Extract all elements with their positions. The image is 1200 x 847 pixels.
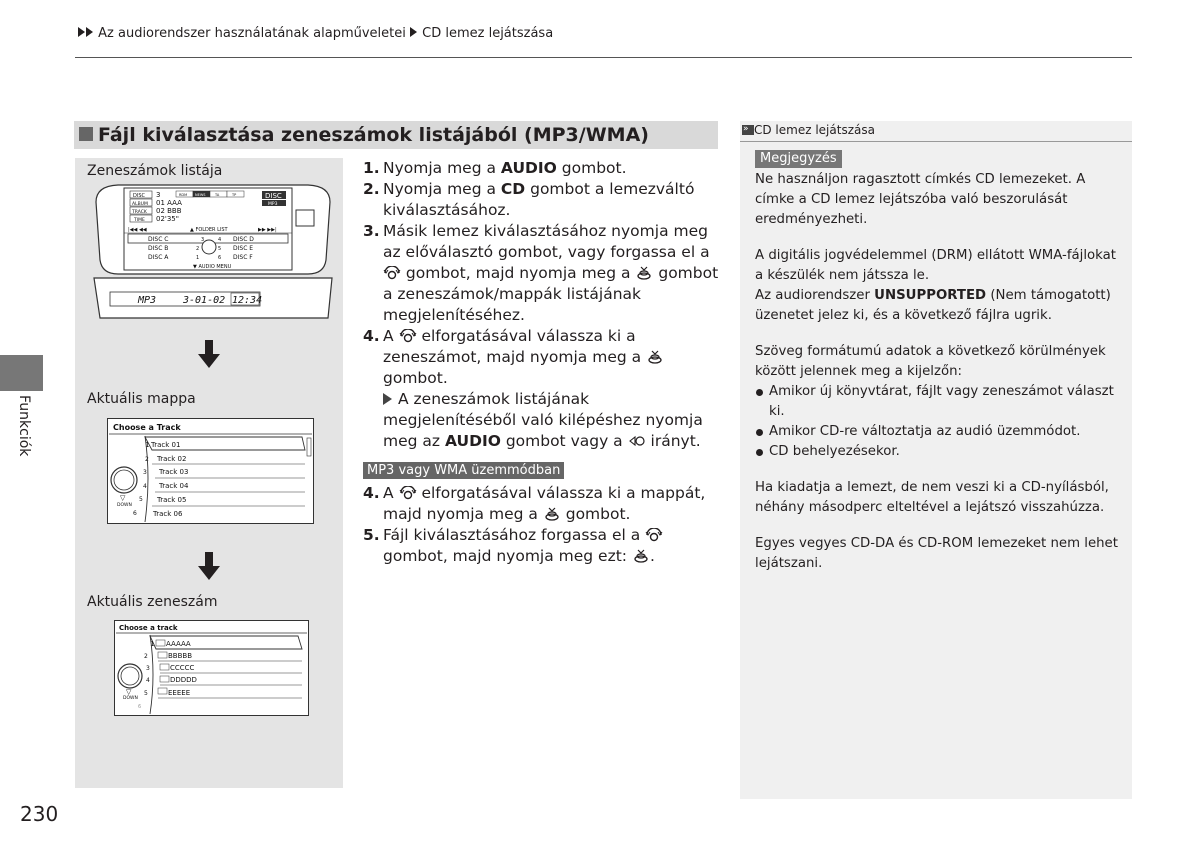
svg-text:DISC C: DISC C bbox=[148, 236, 169, 243]
svg-text:NEWS: NEWS bbox=[195, 193, 206, 197]
svg-text:3: 3 bbox=[143, 469, 147, 476]
folder-screen-illustration bbox=[107, 418, 314, 524]
note-p1: Ne használjon ragasztott címkés CD lemezeket. A címke a CD lemez lejátszóba való beszorulását eredményezheti. bbox=[755, 172, 1086, 227]
svg-text:DISC F: DISC F bbox=[233, 254, 253, 261]
page-number: 230 bbox=[20, 802, 59, 826]
svg-text:Track 04: Track 04 bbox=[159, 482, 189, 490]
push-knob-icon bbox=[543, 507, 561, 521]
svg-text:12:34: 12:34 bbox=[232, 295, 263, 306]
note-p5: Ha kiadatja a lemezt, de nem veszi ki a CD-nyílásból, néhány másodperc elteltével a lejátszó visszahúzza. bbox=[755, 480, 1109, 515]
svg-text:3: 3 bbox=[146, 665, 150, 672]
svg-text:4: 4 bbox=[143, 483, 147, 490]
svg-text:4: 4 bbox=[146, 677, 150, 684]
svg-text:DISC B: DISC B bbox=[148, 245, 169, 252]
svg-text:Track 05: Track 05 bbox=[157, 496, 187, 504]
track-key: TRACK bbox=[132, 210, 147, 215]
svg-text:MP3: MP3 bbox=[268, 202, 278, 207]
notes-body bbox=[755, 170, 1125, 590]
selector-knob-icon bbox=[383, 266, 401, 280]
push-knob-icon bbox=[632, 549, 650, 563]
breadcrumb-part2: CD lemez lejátszása bbox=[422, 26, 554, 41]
selector-knob-icon bbox=[399, 486, 417, 500]
svg-text:DISC A: DISC A bbox=[148, 254, 169, 261]
triangle-right-icon bbox=[86, 27, 93, 37]
step-1: 1. Nyomja meg a AUDIO gombot. bbox=[363, 159, 627, 177]
svg-text:3-01-02: 3-01-02 bbox=[183, 295, 226, 306]
svg-text:BBBBB: BBBBB bbox=[168, 652, 193, 660]
svg-text:▼ AUDIO MENU: ▼ AUDIO MENU bbox=[193, 264, 232, 270]
push-knob-icon bbox=[646, 350, 664, 364]
svg-text:5: 5 bbox=[139, 496, 143, 503]
svg-text:1: 1 bbox=[145, 441, 150, 449]
double-chevron-icon: » bbox=[742, 125, 754, 135]
svg-text:2: 2 bbox=[145, 456, 149, 463]
step-4-subnote: A zeneszámok listájának megjelenítéséből való kilépéshez nyomja meg az AUDIO gombot vagy a irányt. bbox=[383, 390, 703, 450]
svg-text:MP3: MP3 bbox=[138, 295, 157, 306]
svg-text:5: 5 bbox=[218, 246, 222, 252]
svg-text:AAAAA: AAAAA bbox=[166, 640, 191, 648]
left-direction-icon bbox=[628, 434, 646, 448]
svg-text:DOWN: DOWN bbox=[117, 503, 132, 508]
svg-text:Track 03: Track 03 bbox=[159, 468, 189, 476]
track-screen-illustration bbox=[114, 620, 309, 716]
svg-text:Track 01: Track 01 bbox=[151, 441, 181, 449]
step-mp3-4: 4. A elforgatásával válassza ki a mappát, majd nyomja meg a gombot. bbox=[363, 484, 706, 523]
instruction-steps bbox=[363, 158, 721, 567]
svg-text:Choose a track: Choose a track bbox=[119, 624, 178, 632]
step-3: 3. Másik lemez kiválasztásához nyomja meg az előválasztó gombot, vagy forgassa el a gombot, majd nyomja meg a gombot a zeneszámok/mappák listájának megjelenítéséhez. bbox=[363, 222, 719, 324]
svg-text:6: 6 bbox=[218, 255, 222, 261]
svg-text:Track 02: Track 02 bbox=[157, 455, 187, 463]
label-track-list: Zeneszámok listája bbox=[87, 163, 223, 179]
time-key: TIME bbox=[134, 218, 145, 223]
svg-text:DISC: DISC bbox=[265, 192, 282, 200]
step-4: 4. A elforgatásával válassza ki a zeneszámot, majd nyomja meg a gombot. bbox=[363, 326, 721, 389]
svg-text:1: 1 bbox=[150, 640, 155, 648]
arrow-down-icon bbox=[198, 552, 220, 582]
section-title: Fájl kiválasztása zeneszámok listájából (MP3/WMA) bbox=[98, 124, 649, 146]
svg-text:DOWN: DOWN bbox=[123, 696, 138, 701]
breadcrumb bbox=[78, 26, 553, 41]
note-p2: A digitális jogvédelemmel (DRM) ellátott WMA-fájlokat a készülék nem játssza le. bbox=[755, 248, 1116, 283]
svg-text:3: 3 bbox=[201, 237, 205, 243]
svg-text:4: 4 bbox=[218, 237, 222, 243]
svg-text:TP: TP bbox=[232, 193, 237, 197]
disc-key: DISC bbox=[133, 193, 145, 199]
note-p3: Az audiorendszer UNSUPPORTED (Nem támogatott) üzenetet jelez ki, és a következő fájlra ugrik. bbox=[755, 288, 1111, 323]
track-value: 02 BBB bbox=[156, 207, 182, 215]
svg-text:|◀◀ ◀◀: |◀◀ ◀◀ bbox=[128, 227, 147, 233]
album-value: 01 AAA bbox=[156, 199, 182, 207]
svg-text:1: 1 bbox=[196, 255, 200, 261]
chapter-label: Funkciók bbox=[16, 395, 32, 457]
square-bullet-icon bbox=[79, 127, 93, 141]
selector-knob-icon bbox=[399, 329, 417, 343]
svg-text:2: 2 bbox=[196, 246, 200, 252]
note-badge: Megjegyzés bbox=[755, 150, 842, 168]
breadcrumb-part1: Az audiorendszer használatának alapműveletei bbox=[98, 26, 406, 41]
notes-header: » CD lemez lejátszása bbox=[743, 123, 875, 137]
arrow-down-icon bbox=[198, 340, 220, 370]
bullet-item: CD behelyezésekor. bbox=[755, 442, 1125, 462]
push-knob-icon bbox=[635, 266, 653, 280]
svg-text:▶▶ ▶▶|: ▶▶ ▶▶| bbox=[258, 227, 277, 233]
svg-text:DISC D: DISC D bbox=[233, 236, 254, 243]
svg-text:2: 2 bbox=[144, 653, 148, 660]
step-2: 2. Nyomja meg a CD gombot a lemezváltó kiválasztásához. bbox=[363, 180, 695, 219]
disc-value: 3 bbox=[156, 191, 161, 199]
header-rule bbox=[75, 57, 1132, 58]
svg-text:▽: ▽ bbox=[120, 494, 126, 502]
svg-text:DDDDD: DDDDD bbox=[170, 676, 197, 684]
svg-text:EEEEE: EEEEE bbox=[168, 689, 191, 697]
svg-text:▽: ▽ bbox=[126, 688, 132, 696]
bullet-item: Amikor CD-re változtatja az audió üzemmódot. bbox=[755, 422, 1125, 442]
triangle-right-icon bbox=[78, 27, 85, 37]
note-p4: Szöveg formátumú adatok a következő körülmények között jelennek meg a kijelzőn: bbox=[755, 344, 1106, 379]
bullet-item: Amikor új könyvtárat, fájlt vagy zeneszámot választ ki. bbox=[755, 382, 1125, 422]
triangle-right-icon bbox=[410, 27, 417, 37]
time-value: 02'35" bbox=[156, 215, 179, 223]
head-unit-illustration bbox=[88, 182, 338, 322]
mode-badge: MP3 vagy WMA üzemmódban bbox=[363, 462, 564, 479]
step-mp3-5: 5. Fájl kiválasztásához forgassa el a gombot, majd nyomja meg ezt: . bbox=[363, 525, 721, 567]
album-key: ALBUM bbox=[132, 202, 148, 207]
selector-knob-icon bbox=[645, 528, 663, 542]
triangle-right-icon bbox=[383, 393, 392, 405]
svg-text:RDM: RDM bbox=[179, 193, 188, 197]
svg-text:TA: TA bbox=[215, 193, 220, 197]
svg-text:6: 6 bbox=[138, 704, 142, 710]
note-p6: Egyes vegyes CD-DA és CD-ROM lemezeket nem lehet lejátszani. bbox=[755, 536, 1118, 571]
svg-text:Track 06: Track 06 bbox=[153, 510, 183, 518]
folder-list-label: ▲ FOLDER LIST bbox=[190, 227, 228, 233]
svg-text:Choose a Track: Choose a Track bbox=[113, 423, 181, 432]
svg-text:CCCCC: CCCCC bbox=[170, 664, 195, 672]
svg-text:5: 5 bbox=[144, 690, 148, 697]
svg-text:DISC E: DISC E bbox=[233, 245, 254, 252]
svg-text:6: 6 bbox=[133, 510, 137, 517]
label-current-track: Aktuális zeneszám bbox=[87, 594, 218, 610]
chapter-tab bbox=[0, 355, 43, 391]
label-current-folder: Aktuális mappa bbox=[87, 391, 196, 407]
